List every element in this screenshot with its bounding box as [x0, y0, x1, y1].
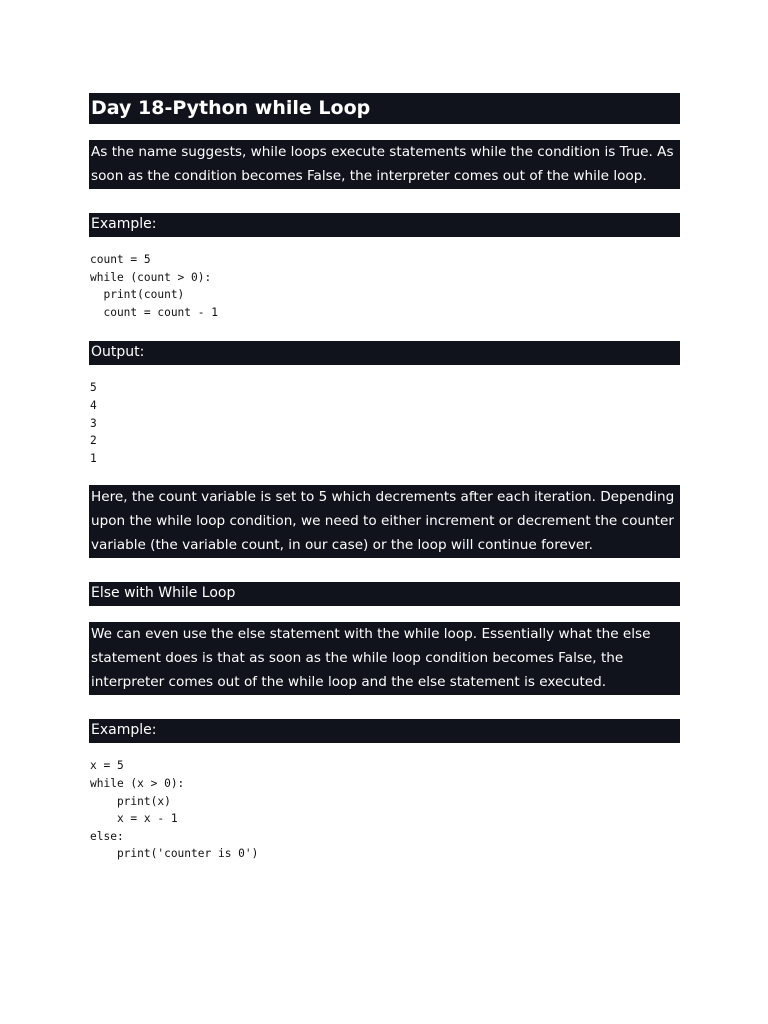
example-label-2: Example:	[89, 719, 680, 743]
intro-paragraph: As the name suggests, while loops execute statements while the condition is True. As soon as the condition becomes False, the interpreter comes out of the while loop.	[89, 140, 680, 189]
page-title: Day 18-Python while Loop	[89, 93, 680, 124]
explanation-paragraph: Here, the count variable is set to 5 which decrements after each iteration. Depending upon the while loop condition, we need to either increment or decrement the counter variable (the variable count, in our case) or the loop will continue forever.	[89, 485, 680, 558]
example-code-block-2: x = 5 while (x > 0): print(x) x = x - 1 else: print('counter is 0')	[90, 759, 259, 861]
output-label: Output:	[89, 341, 680, 365]
example-code-block: count = 5 while (count > 0): print(count) count = count - 1	[90, 253, 218, 319]
document-page	[89, 93, 680, 863]
example-label: Example:	[89, 213, 680, 237]
else-description-paragraph: We can even use the else statement with the while loop. Essentially what the else statement does is that as soon as the while loop condition becomes False, the interpreter comes out of the while loop and the else statement is executed.	[89, 622, 680, 695]
output-code-block: 5 4 3 2 1	[90, 381, 97, 465]
else-heading: Else with While Loop	[89, 582, 680, 606]
